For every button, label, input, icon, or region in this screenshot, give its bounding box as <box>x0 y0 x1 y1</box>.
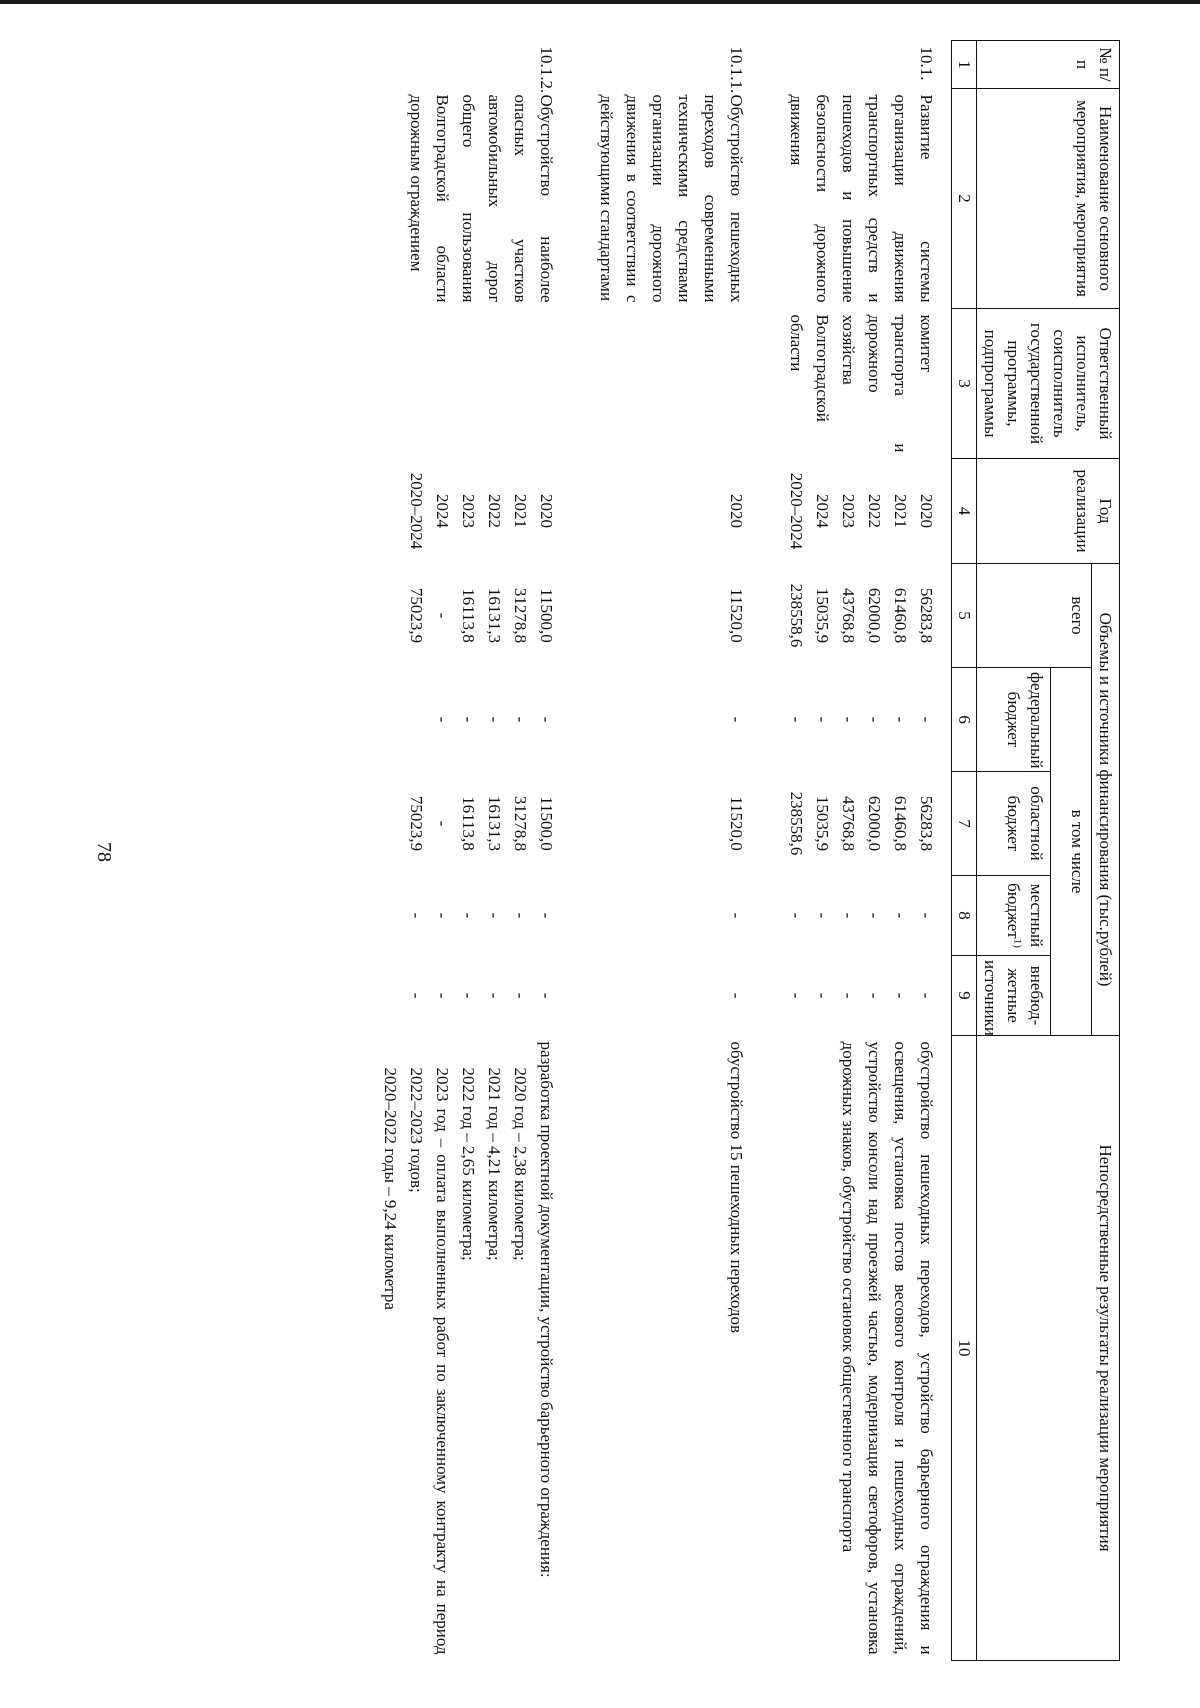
result-line: 2023 год – оплата выполненных работ по заключенному контракту на период 2022–2023 годов; <box>407 1067 452 1655</box>
local-value: - <box>727 912 746 919</box>
header-results: Непосредственные результаты реализации мероприятия <box>977 1036 1120 1661</box>
year-value: 2022 <box>485 494 504 528</box>
table-row <box>761 41 952 1661</box>
header-total: всего <box>977 564 1092 668</box>
federal-value: - <box>485 716 504 723</box>
offbudget-value: - <box>865 992 884 999</box>
row-result: обустройство 15 пешеходных переходов <box>727 1041 746 1334</box>
row-offbudget <box>571 956 761 1036</box>
year-value: 2021 <box>891 494 910 528</box>
row-local <box>355 876 571 956</box>
program-table <box>355 40 1120 1661</box>
year-value: 2020 <box>727 494 746 528</box>
header-name: Наименование основного мероприятия, мероприятия <box>977 89 1120 309</box>
result-line: 2020–2022 годы – 9,24 километра <box>381 1067 400 1310</box>
header-local <box>977 876 1051 956</box>
table-row <box>571 41 761 1661</box>
row-name: Обустройство наиболее опасных участков автомобильных дорог общего пользования Волгоградской области дорожным ограждением <box>407 94 556 303</box>
column-number: 3 <box>952 309 977 459</box>
regional-value: 43768,8 <box>839 795 858 852</box>
result-line: 2021 год – 4,21 километра; <box>485 1067 504 1261</box>
total-value: 16113,8 <box>459 588 478 643</box>
year-value: 2020 <box>537 494 556 528</box>
regional-value: 238558,6 <box>787 791 806 856</box>
total-value: 75023,9 <box>407 587 426 644</box>
offbudget-value: - <box>433 992 452 999</box>
column-number: 4 <box>952 459 977 564</box>
row-years <box>571 459 761 564</box>
total-value: 238558,6 <box>787 583 806 648</box>
row-responsible <box>355 309 571 459</box>
regional-value: 62000,0 <box>865 795 884 852</box>
local-value: - <box>485 912 504 919</box>
offbudget-value: - <box>917 992 936 999</box>
total-value: 56283,8 <box>917 587 936 644</box>
federal-value: - <box>537 716 556 723</box>
federal-value: - <box>727 716 746 723</box>
federal-value: - <box>511 716 530 723</box>
result-line: разработка проектной документации, устройство барьерного ограждения: <box>537 1041 556 1578</box>
local-value: - <box>407 912 426 919</box>
column-number: 6 <box>952 668 977 772</box>
total-value: 31278,8 <box>511 587 530 644</box>
year-value: 2023 <box>459 494 478 528</box>
row-total <box>355 564 571 668</box>
row-number: 10.1. <box>917 46 936 81</box>
year-value: 2024 <box>433 494 452 528</box>
offbudget-value: - <box>839 992 858 999</box>
row-result <box>355 1036 571 1661</box>
row-offbudget <box>761 956 952 1036</box>
federal-value: - <box>865 716 884 723</box>
column-number: 5 <box>952 564 977 668</box>
result-line: 2020 год – 2,38 километра; <box>511 1067 530 1261</box>
local-value: - <box>433 912 452 919</box>
row-responsible <box>571 309 761 459</box>
column-number: 8 <box>952 876 977 956</box>
header-federal: федеральный бюджет <box>977 668 1051 772</box>
row-federal <box>761 668 952 772</box>
header-local-note: 1) <box>1011 938 1024 948</box>
row-years <box>355 459 571 564</box>
federal-value: - <box>891 716 910 723</box>
header-funding: Объемы и источники финансирования (тыс.рублей) <box>1092 564 1120 1036</box>
row-number: 10.1.1. <box>727 46 746 94</box>
offbudget-value: - <box>537 992 556 999</box>
federal-value: - <box>459 716 478 723</box>
header-offbudget: внебюд-жетные источники <box>977 956 1051 1036</box>
regional-value: 61460,8 <box>891 795 910 852</box>
column-number: 9 <box>952 956 977 1036</box>
total-value: 43768,8 <box>839 587 858 644</box>
total-value: 11520,0 <box>727 588 746 643</box>
row-regional <box>761 772 952 876</box>
offbudget-value: - <box>459 992 478 999</box>
year-value: 2023 <box>839 494 858 528</box>
regional-value: 11500,0 <box>537 796 556 851</box>
scan-edge-shadow <box>0 0 1200 4</box>
column-number: 10 <box>952 1036 977 1661</box>
regional-value: 15035,9 <box>813 795 832 852</box>
header-local-label: местный бюджет <box>1004 883 1046 948</box>
regional-value: 16131,3 <box>485 795 504 852</box>
year-value: 2022 <box>865 494 884 528</box>
total-value: 11500,0 <box>537 588 556 643</box>
local-value: - <box>537 912 556 919</box>
offbudget-value: - <box>891 992 910 999</box>
regional-value: 31278,8 <box>511 795 530 852</box>
offbudget-value: - <box>511 992 530 999</box>
federal-value: - <box>813 716 832 723</box>
local-value: - <box>787 912 806 919</box>
total-value: 62000,0 <box>865 587 884 644</box>
offbudget-value: - <box>485 992 504 999</box>
header-num: № п/п <box>977 41 1120 89</box>
year-value: 2020 <box>917 494 936 528</box>
total-value: 16131,3 <box>485 587 504 644</box>
regional-value: 16113,8 <box>459 796 478 851</box>
row-name: Обустройство пешеходных переходов современными техническими средствами организации дорожного движения в соответствии с действующими стандартами <box>597 94 746 303</box>
column-number: 7 <box>952 772 977 876</box>
header-year: Год реализации <box>977 459 1120 564</box>
federal-value: - <box>917 716 936 723</box>
local-value: - <box>511 912 530 919</box>
header-including: в том числе <box>1051 668 1092 1036</box>
federal-value: - <box>433 716 452 723</box>
row-local <box>571 876 761 956</box>
local-value: - <box>459 912 478 919</box>
row-federal <box>571 668 761 772</box>
page-number: 78 <box>93 842 115 862</box>
offbudget-value: - <box>813 992 832 999</box>
row-local <box>761 876 952 956</box>
table-row <box>355 41 571 1661</box>
row-offbudget <box>355 956 571 1036</box>
column-number: 1 <box>952 41 977 89</box>
year-value: 2020–2024 <box>787 472 806 550</box>
row-years <box>761 459 952 564</box>
row-number: 10.1.2. <box>537 46 556 94</box>
regional-value: 11520,0 <box>727 796 746 851</box>
row-total <box>761 564 952 668</box>
regional-value: 75023,9 <box>407 795 426 852</box>
row-result: обустройство пешеходных переходов, устройство барьерного ограждения и освещения, установка постов весового контроля и пешеходных ограждений, устройство консоли над проезжей частью, модернизация светофоров, установка дорожных знаков, обустройство остановок общественного транспорта <box>839 1041 936 1655</box>
year-value: 2024 <box>813 494 832 528</box>
federal-value: - <box>839 716 858 723</box>
year-value: 2020–2024 <box>407 472 426 550</box>
column-number: 2 <box>952 89 977 309</box>
offbudget-value: - <box>787 992 806 999</box>
rotated-sheet <box>60 40 1120 1660</box>
offbudget-value: - <box>407 992 426 999</box>
total-value: - <box>433 612 452 619</box>
row-responsible: комитет транспорта и дорожного хозяйства Волгоградской области <box>787 314 936 453</box>
federal-value: - <box>787 716 806 723</box>
offbudget-value: - <box>727 992 746 999</box>
column-number-row <box>952 41 977 1661</box>
header-responsible: Ответственный исполнитель, соисполнитель государственной программы, подпрограммы <box>977 309 1120 459</box>
local-value: - <box>839 912 858 919</box>
regional-value: - <box>433 820 452 827</box>
local-value: - <box>813 912 832 919</box>
local-value: - <box>891 912 910 919</box>
year-value: 2021 <box>511 494 530 528</box>
total-value: 15035,9 <box>813 587 832 644</box>
result-line: 2022 год – 2,65 километра; <box>459 1067 478 1261</box>
header-regional: областной бюджет <box>977 772 1051 876</box>
local-value: - <box>865 912 884 919</box>
row-federal <box>355 668 571 772</box>
row-regional <box>355 772 571 876</box>
total-value: 61460,8 <box>891 587 910 644</box>
regional-value: 56283,8 <box>917 795 936 852</box>
row-total <box>571 564 761 668</box>
row-regional <box>571 772 761 876</box>
local-value: - <box>917 912 936 919</box>
row-name: Развитие системы организации движения транспортных средств и пешеходов и повышение безопасности дорожного движения <box>787 94 936 303</box>
